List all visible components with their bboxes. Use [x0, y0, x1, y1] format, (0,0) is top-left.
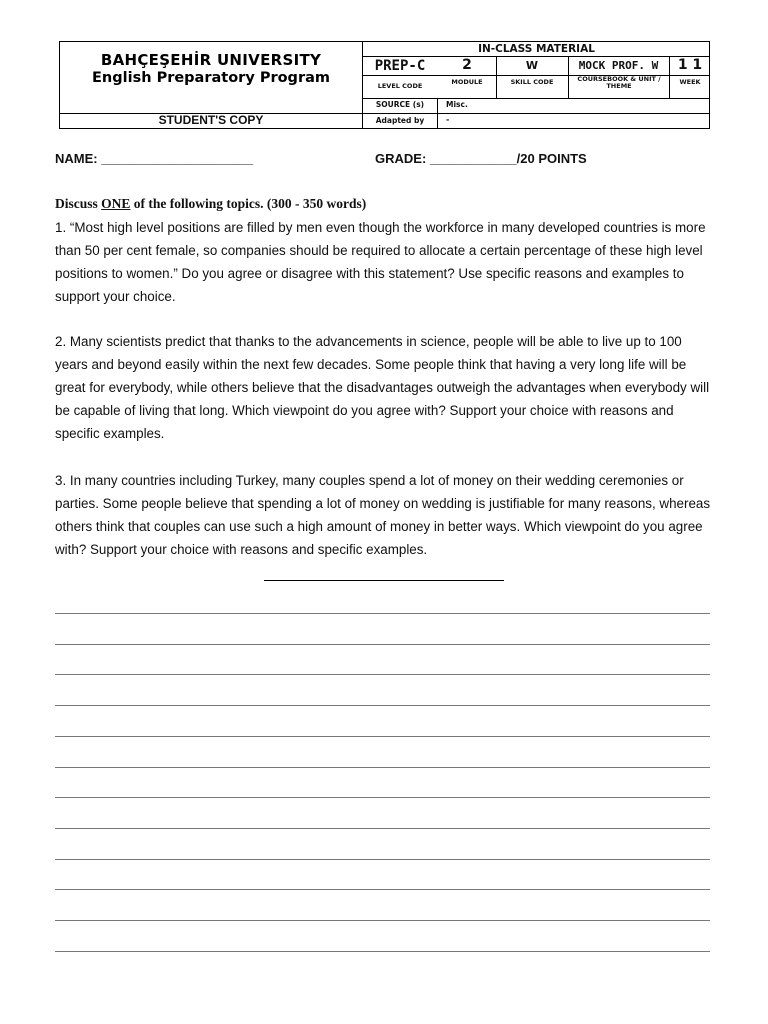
instructions: [55, 196, 366, 212]
week-value: 1 1: [677, 57, 703, 73]
program-name: English Preparatory Program: [92, 70, 330, 86]
writing-line[interactable]: [55, 736, 710, 737]
divider: [362, 98, 709, 99]
level-code-label: LEVEL CODE: [377, 82, 423, 90]
skill-code-label: SKILL CODE: [510, 78, 554, 86]
source-value: Misc.: [446, 100, 468, 109]
module-value: 2: [462, 57, 472, 73]
topic-2: 2. Many scientists predict that thanks to the advancements in science, people will be able to live up to 100 years and beyond easily within the next few decades. Some people think that having a very long life will be great for everybody, while others believe that the disadvantages outweigh the advantages when everybody will be capable of living that long. Which viewpoint do you agree with? Support your choice with reasons and specific examples.: [55, 334, 710, 441]
divider: [362, 56, 709, 57]
adapted-by-value: -: [446, 115, 450, 124]
header-table: [59, 41, 710, 129]
writing-line[interactable]: [55, 828, 710, 829]
writing-line[interactable]: [55, 644, 710, 645]
writing-line[interactable]: [55, 920, 710, 921]
level-code-value: PREP-C: [374, 58, 426, 74]
writing-line[interactable]: [55, 767, 710, 768]
university-name: BAHÇEŞEHİR UNIVERSITY: [100, 51, 322, 69]
instructions-emphasis: ONE: [101, 196, 131, 211]
instructions-prefix: Discuss: [55, 196, 102, 211]
topic-1: 1. “Most high level positions are filled by men even though the workforce in many developed countries is more than 50 per cent female, so companies should be required to allocate a certain percentage of these high level positions to women.” Do you agree or disagree with this statement? Use specific reasons and examples to support your choice.: [55, 220, 706, 304]
writing-line[interactable]: [55, 859, 710, 860]
separator-line: [264, 580, 504, 581]
writing-line[interactable]: [55, 797, 710, 798]
coursebook-label: COURSEBOOK & UNIT / THEME: [577, 75, 661, 90]
instructions-suffix: of the following topics. (300 - 350 words): [130, 196, 367, 211]
adapted-by-label: Adapted by: [375, 116, 425, 125]
in-class-material-label: IN-CLASS MATERIAL: [478, 43, 595, 55]
students-copy-label: STUDENT'S COPY: [158, 113, 264, 127]
module-label: MODULE: [451, 78, 483, 86]
skill-code-value: W: [525, 59, 539, 72]
grade-field: GRADE: ____________/20 POINTS: [375, 151, 587, 166]
coursebook-value: MOCK PROF. W: [578, 59, 659, 72]
writing-line[interactable]: [55, 674, 710, 675]
week-label: WEEK: [679, 78, 701, 86]
source-label: SOURCE (s): [375, 100, 425, 109]
writing-line[interactable]: [55, 613, 710, 614]
writing-line[interactable]: [55, 889, 710, 890]
writing-line[interactable]: [55, 705, 710, 706]
topic-3: 3. In many countries including Turkey, many couples spend a lot of money on their wedding ceremonies or parties. Some people believe that spending a lot of money on wedding is justifiable for many reasons, whereas others think that couples can use such a high amount of money in better ways. Which viewpoint do you agree with? Support your choice with reasons and specific examples.: [55, 473, 711, 557]
writing-line[interactable]: [55, 951, 710, 952]
name-field[interactable]: NAME: _____________________: [55, 151, 254, 166]
